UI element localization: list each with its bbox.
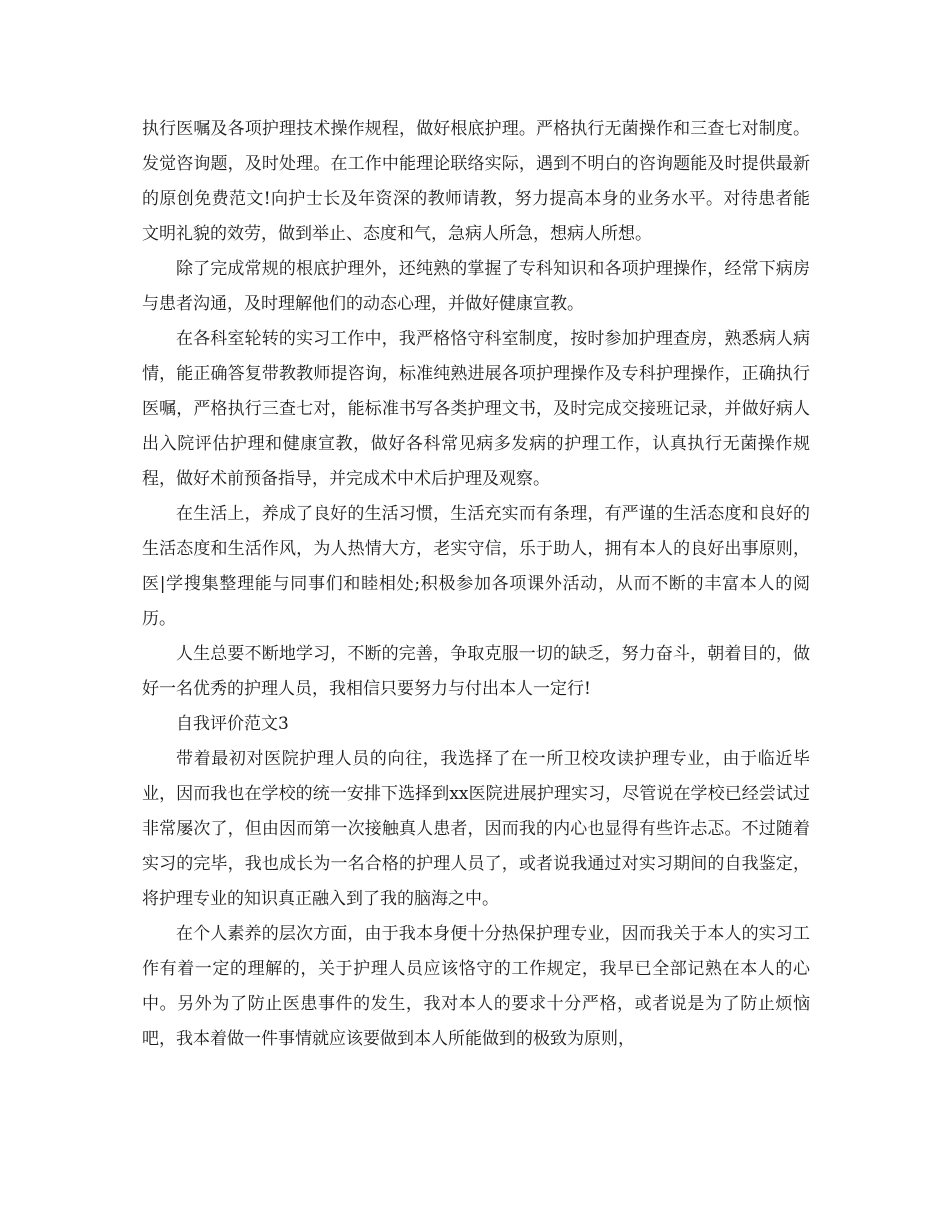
document-body [142, 112, 810, 1057]
paragraph-continuation: 执行医嘱及各项护理技术操作规程，做好根底护理。严格执行无菌操作和三查七对制度。发觉咨询题，及时处理。在工作中能理论联络实际，遇到不明白的咨询题能及时提供最新的原创免费范文!向护士长及年资深的教师请教，努力提高本身的业务水平。对待患者能文明礼貌的效劳，做到举止、态度和气，急病人所急，想病人所想。 [142, 119, 810, 244]
section-heading: 自我评价范文3 [176, 714, 289, 734]
paragraph-personal-quality: 在个人素养的层次方面，由于我本身便十分热保护理专业，因而我关于本人的实习工作有着一定的理解的，关于护理人员应该恪守的工作规定，我早已全部记熟在本人的心中。另外为了防止医患事件的发生，我对本人的要求十分严格，或者说是为了防止烦恼吧，我本着做一件事情就应该要做到本人所能做到的极致为原则， [142, 924, 810, 1049]
paragraph-internship-intro: 带着最初对医院护理人员的向往，我选择了在一所卫校攻读护理专业，由于临近毕业，因而我也在学校的统一安排下选择到xx医院进展护理实习，尽管说在学校已经尝试过非常屡次了，但由因而第一次接触真人患者，因而我的内心也显得有些许忐忑。不过随着实习的完毕，我也成长为一名合格的护理人员了，或者说我通过对实习期间的自我鉴定，将护理专业的知识真正融入到了我的脑海之中。 [142, 749, 810, 909]
paragraph-rotation-work: 在各科室轮转的实习工作中，我严格恪守科室制度，按时参加护理查房，熟悉病人病情，能正确答复带教教师提咨询，标准纯熟进展各项护理操作及专科护理操作，正确执行医嘱，严格执行三查七对，能标准书写各类护理文书，及时完成交接班记录，并做好病人出入院评估护理和健康宣教，做好各科常见病多发病的护理工作，认真执行无菌操作规程，做好术前预备指导，并完成术中术后护理及观察。 [142, 329, 810, 489]
paragraph-conclusion: 人生总要不断地学习，不断的完善，争取克服一切的缺乏，努力奋斗，朝着目的，做好一名优秀的护理人员，我相信只要努力与付出本人一定行! [142, 644, 810, 699]
paragraph-daily-life: 在生活上，养成了良好的生活习惯，生活充实而有条理，有严谨的生活态度和良好的生活态度和生活作风，为人热情大方，老实守信，乐于助人，拥有本人的良好出事原则，医|学搜集整理能与同事们和睦相处;积极参加各项课外活动，从而不断的丰富本人的阅历。 [142, 504, 810, 629]
paragraph-basic-nursing: 除了完成常规的根底护理外，还纯熟的掌握了专科知识和各项护理操作，经常下病房与患者沟通，及时理解他们的动态心理，并做好健康宣教。 [142, 259, 810, 314]
